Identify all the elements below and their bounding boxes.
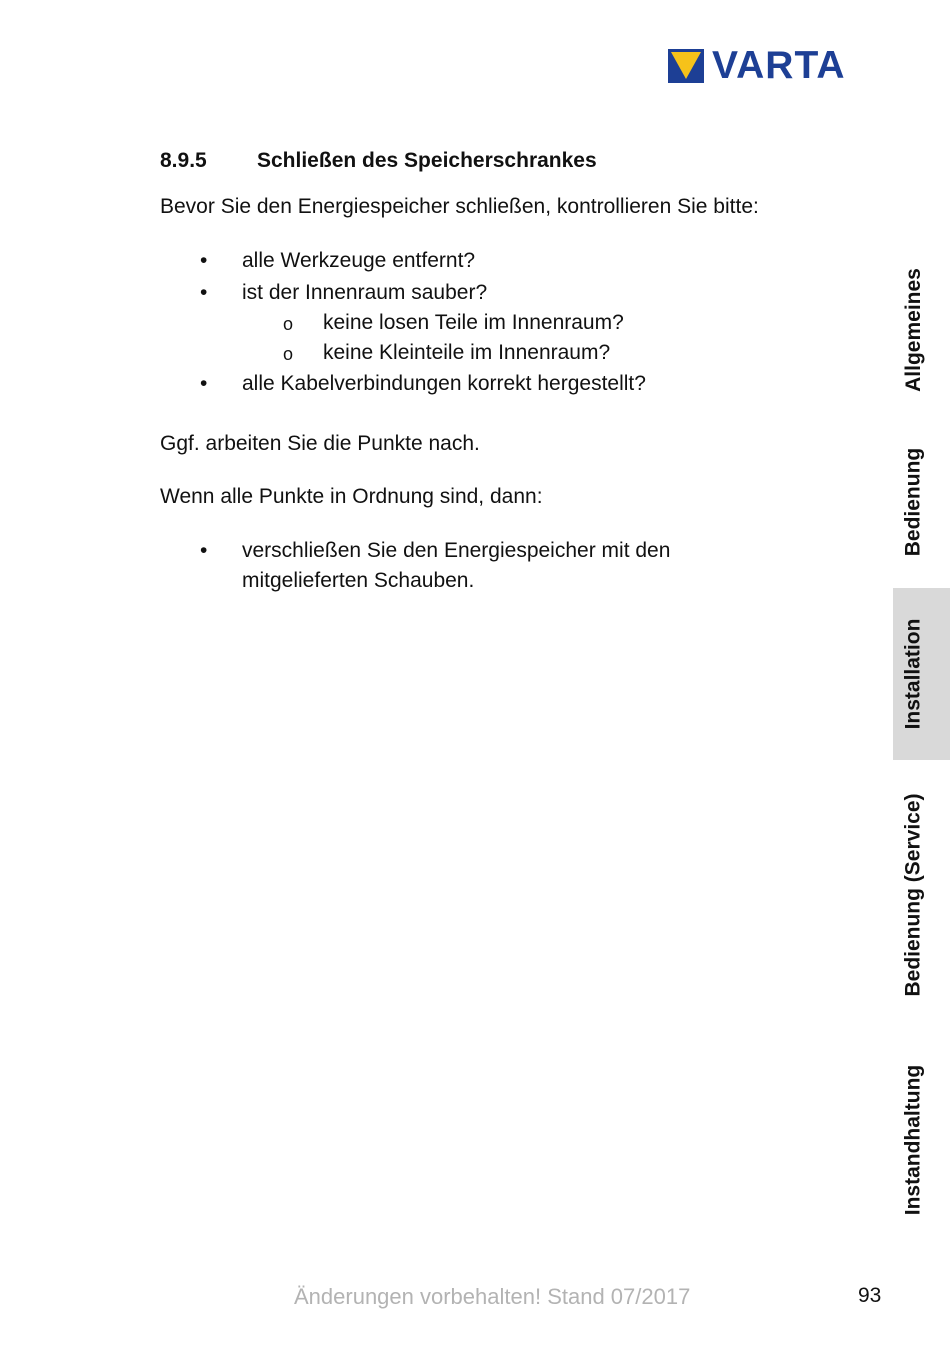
logo-wordmark: VARTA bbox=[712, 44, 846, 87]
sub-checklist-item: keine Kleinteile im Innenraum? bbox=[323, 341, 611, 364]
sub-checklist-item: keine losen Teile im Innenraum? bbox=[323, 311, 624, 334]
side-tab-label: Bedienung (Service) bbox=[901, 793, 925, 997]
sub-bullet-marker: o bbox=[283, 344, 294, 364]
action-item-line1: verschließen Sie den Energiespeicher mit den bbox=[242, 539, 671, 562]
side-tab-instandhaltung[interactable] bbox=[893, 1045, 950, 1235]
varta-v-emblem-icon bbox=[668, 49, 704, 83]
bullet-marker: • bbox=[200, 539, 208, 562]
intro-paragraph: Bevor Sie den Energiespeicher schließen, kontrollieren Sie bitte: bbox=[160, 195, 759, 218]
action-item-line2: mitgelieferten Schauben. bbox=[242, 569, 475, 592]
checklist-item: alle Werkzeuge entfernt? bbox=[242, 249, 476, 272]
footer-note: Änderungen vorbehalten! Stand 07/2017 bbox=[294, 1284, 691, 1309]
side-tab-bedienung-service[interactable] bbox=[893, 770, 950, 1020]
side-tab-label: Bedienung bbox=[901, 447, 925, 557]
side-tab-label: Instandhaltung bbox=[901, 1064, 925, 1216]
section-number: 8.9.5 bbox=[160, 149, 207, 172]
rework-note: Ggf. arbeiten Sie die Punkte nach. bbox=[160, 432, 480, 455]
side-tab-installation[interactable] bbox=[893, 588, 950, 760]
bullet-marker: • bbox=[200, 249, 208, 272]
side-tab-label: Installation bbox=[901, 618, 925, 730]
checklist-item: alle Kabelverbindungen korrekt hergestellt? bbox=[242, 372, 646, 395]
page-number: 93 bbox=[858, 1284, 882, 1307]
bullet-marker: • bbox=[200, 372, 208, 395]
side-tab-bedienung[interactable] bbox=[893, 432, 950, 572]
ok-intro: Wenn alle Punkte in Ordnung sind, dann: bbox=[160, 485, 543, 508]
bullet-marker: • bbox=[200, 281, 208, 304]
varta-logo bbox=[668, 44, 876, 87]
section-title: Schließen des Speicherschrankes bbox=[257, 149, 597, 172]
side-tab-label: Allgemeines bbox=[901, 268, 925, 392]
checklist-item: ist der Innenraum sauber? bbox=[242, 281, 488, 304]
sub-bullet-marker: o bbox=[283, 314, 294, 334]
side-tab-allgemeines[interactable] bbox=[893, 230, 950, 430]
